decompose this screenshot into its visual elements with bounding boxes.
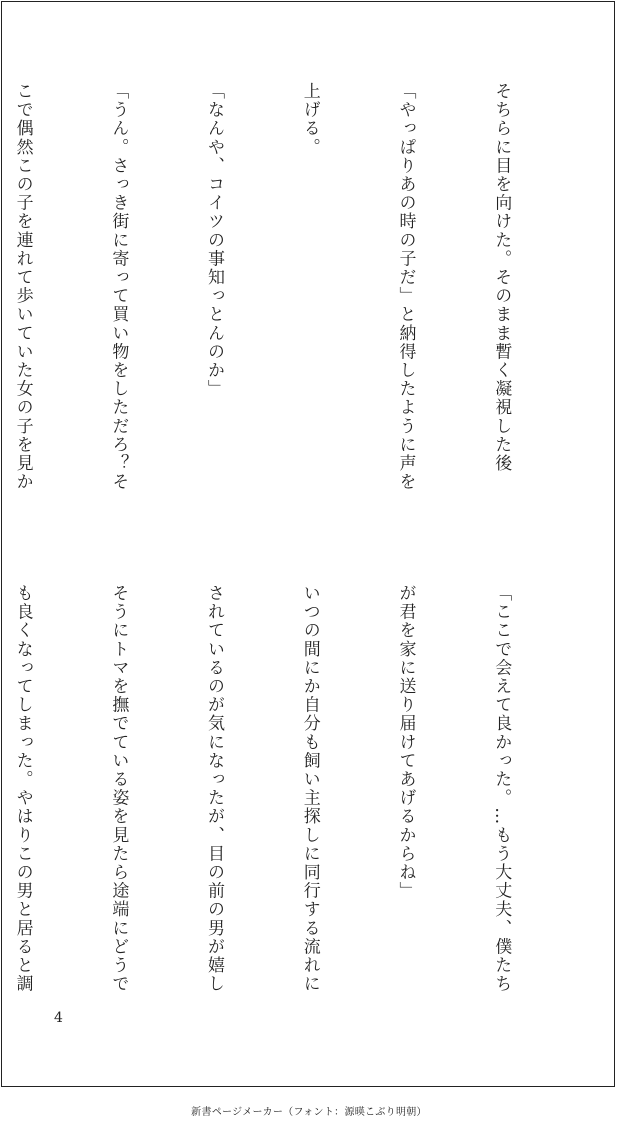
text-column: も良くなってしまった。やはりこの男と居ると調 [12, 584, 33, 994]
text-block-bottom [0, 584, 580, 1034]
text-block-top [0, 82, 580, 532]
text-column: 「なんや、コイツの事知っとんのか」 [204, 82, 225, 399]
text-column: 「ここで会えて良かった。…もう大丈夫、僕たち [491, 584, 512, 994]
text-column: 上げる。 [299, 82, 320, 157]
footer-credit: 新書ページメーカー（フォント：源暎こぶり明朝） [191, 1107, 427, 1118]
text-column: 「うん。さっき街に寄って買い物をしただろ？そ [108, 82, 129, 492]
text-column: されているのが気になったが、目の前の男が嬉し [204, 584, 225, 994]
text-column: そうにトマを撫でている姿を見たら途端にどうで [108, 584, 129, 994]
text-column: が君を家に送り届けてあげるからね」 [395, 584, 416, 901]
text-column: そちらに目を向けた。そのまま暫く凝視した後 [491, 82, 512, 473]
text-column: こで偶然この子を連れて歩いていた女の子を見か [12, 82, 33, 492]
text-column: 「やっぱりあの時の子だ」と納得したように声を [395, 82, 416, 492]
book-page [1, 1, 615, 1087]
page-number: 4 [54, 1010, 63, 1026]
text-column: いつの間にか自分も飼い主探しに同行する流れに [299, 584, 320, 994]
